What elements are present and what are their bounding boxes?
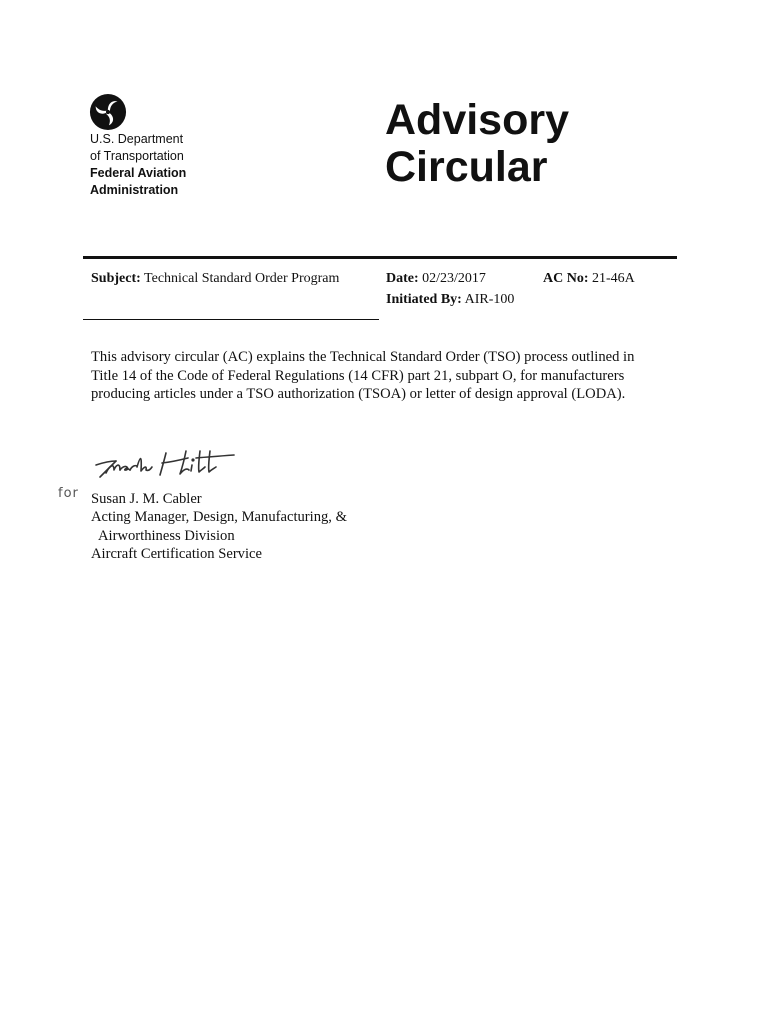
subject-label: Subject: [91, 271, 141, 286]
document-title [385, 97, 569, 191]
header-divider [83, 256, 677, 259]
title-line: Circular [385, 143, 548, 191]
date-label: Date: [386, 271, 419, 286]
date-value: 02/23/2017 [422, 271, 486, 286]
purpose-paragraph [91, 348, 671, 404]
ac-number-label: AC No: [543, 271, 589, 286]
for-annotation: for [58, 486, 79, 501]
agency-name-block [90, 131, 186, 199]
paragraph-line: This advisory circular (AC) explains the Technical Standard Order (TSO) process outlined in [91, 349, 635, 365]
signer-title: Acting Manager, Design, Manufacturing, & [91, 509, 347, 526]
signer-name: Susan J. M. Cabler [91, 491, 202, 507]
agency-line: Federal Aviation [90, 166, 187, 180]
agency-line: Administration [90, 183, 179, 197]
initiated-by-label: Initiated By: [386, 292, 462, 307]
dot-triskelion-logo-icon [89, 93, 127, 131]
date-field [386, 270, 486, 288]
subject-field [91, 270, 339, 288]
agency-line: U.S. Department [90, 132, 184, 146]
signer-title: Airworthiness Division [98, 527, 235, 544]
ac-number-value: 21-46A [592, 271, 635, 286]
handwritten-signature [92, 443, 262, 483]
subject-value: Technical Standard Order Program [144, 271, 340, 286]
subject-divider [83, 319, 379, 320]
agency-line: of Transportation [90, 149, 184, 163]
initiated-by-value: AIR-100 [464, 292, 515, 307]
signer-organization: Aircraft Certification Service [91, 545, 262, 562]
paragraph-line: Title 14 of the Code of Federal Regulations (14 CFR) part 21, subpart O, for manufacturers [91, 367, 625, 384]
signer-block [91, 490, 347, 563]
title-line: Advisory [385, 96, 570, 144]
ac-number-field [543, 270, 635, 288]
initiated-by-field [386, 291, 514, 309]
paragraph-line: producing articles under a TSO authorization (TSOA) or letter of design approval (LODA). [91, 386, 626, 402]
